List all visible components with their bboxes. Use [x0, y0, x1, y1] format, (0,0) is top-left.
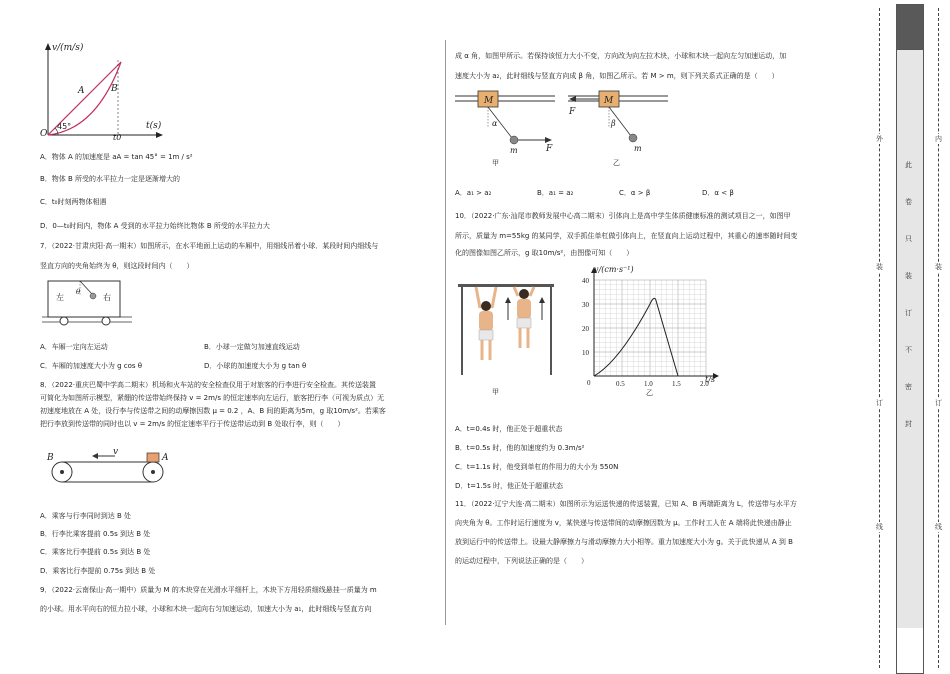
q9-fig-m-block-2: M — [604, 96, 614, 106]
q7-stem-2: 竖直方向的夹角始终为 θ，则这段时间内（ ） — [40, 262, 194, 270]
graph-xlabel: t(s) — [146, 121, 162, 131]
q10-vt-chart — [572, 264, 722, 394]
q10-caption-jia: 甲 — [492, 388, 499, 396]
q9-cont-1: 成 α 角，如图甲所示。若保持该恒力大小不变，方向改为向左拉木块，小球和木块一起向左匀加速运动，加 — [455, 52, 787, 60]
q8-stem-1: 8．（2022·重庆巴蜀中学高二期末）机场和火车站的安全检查仪用于对旅客的行李进行安全检查。其传送装置 — [40, 381, 376, 389]
binding-strip-top — [896, 4, 924, 50]
q11-stem-1: 11．（2022·辽宁大连·高二期末）如图所示为运送快递的传送装置，已知 A、B 两端距离为 L，传送带与水平方 — [455, 500, 797, 508]
q7-option-b: B．小球一定做匀加速直线运动 — [204, 343, 300, 351]
q7-fig-theta: θ — [76, 288, 81, 296]
outer-mark-3: 订 — [876, 399, 883, 407]
q10-pullup-figure — [454, 280, 559, 380]
q9-fig-alpha: α — [492, 119, 498, 128]
q8-stem-4: 把行李放到传送带的同时也以 v = 2m/s 的恒定速率平行于传送带运动到 B 处取行李，则（ ） — [40, 420, 345, 428]
column-divider — [445, 40, 446, 625]
q8-stem-3: 初速度地放在 A 处，设行李与传送带之间的动摩擦因数 μ = 0.2 ，A、B 间的距离为5m，g 取10m/s²。若乘客 — [40, 407, 386, 415]
inner-dash-line — [938, 8, 939, 668]
q9-option-a: A．a₁ > a₂ — [455, 189, 492, 197]
q8-option-c: C．乘客比行李提前 0.5s 到达 B 处 — [40, 548, 151, 556]
q10-option-c: C．t=1.1s 时，他受到单杠的作用力的大小为 550N — [455, 463, 619, 471]
q8-option-a: A．乘客与行李同时到达 B 处 — [40, 512, 132, 520]
strip-char-6: 不 — [905, 346, 912, 354]
q7-stem-1: 7．（2022·甘肃庆阳·高一期末）如图所示，在水平地面上运动的车厢中，用细线吊着小球．某段时间内细线与 — [40, 242, 379, 250]
q7-option-c: C．车厢的加速度大小为 g cos θ — [40, 362, 143, 370]
q8-fig-b: B — [47, 453, 54, 463]
q9-figure-yi — [563, 88, 673, 160]
prev-option-c: C．t₀时刻两物体相遇 — [40, 198, 107, 206]
q9-option-d: D．α < β — [702, 189, 734, 197]
inner-mark-2: 装 — [935, 263, 942, 271]
outer-mark-2: 装 — [876, 263, 883, 271]
x-tick-label: 0.5 — [616, 380, 625, 388]
series-line — [594, 298, 678, 376]
outer-mark-1: 外 — [876, 135, 883, 143]
y-tick-label: 40 — [582, 277, 589, 285]
vt-graph-ab — [36, 40, 166, 150]
strip-char-1: 此 — [905, 161, 912, 169]
chart-ylabel: v/(cm·s⁻¹) — [594, 265, 634, 274]
q9-fig-f-left: F — [569, 107, 576, 117]
inner-mark-1: 内 — [935, 135, 942, 143]
prev-option-b: B．物体 B 所受的水平拉力一定是逐渐增大的 — [40, 175, 181, 183]
q9-fig-m-block: M — [484, 96, 494, 106]
q11-stem-2: 向夹角为 θ。工作时运行速度为 v，某快递与传送带间的动摩擦因数为 μ。工作时工人在 A 端将此快递由静止 — [455, 519, 792, 527]
y-tick-label: 30 — [582, 301, 589, 309]
q8-stem-2: 可简化为如图所示模型，紧绷的传送带始终保持 v = 2m/s 的恒定速率向左运行，旅客把行李（可视为质点）无 — [40, 394, 385, 402]
strip-char-2: 卷 — [905, 198, 912, 206]
q8-fig-v: v — [113, 447, 119, 457]
q7-fig-left: 左 — [56, 293, 64, 302]
q9-fig-f-right: F — [546, 144, 553, 154]
x-tick-label: 1.5 — [672, 380, 681, 388]
q8-conveyor-figure — [40, 448, 180, 488]
inner-mark-4: 线 — [935, 523, 942, 531]
y-tick-label: 20 — [582, 325, 589, 333]
strip-char-5: 订 — [905, 309, 912, 317]
q11-stem-3: 放到运行中的传送带上。设最大静摩擦力与滑动摩擦力大小相等。重力加速度大小为 g。关于此快递从 A 到 B — [455, 538, 793, 546]
x-tick-label: 2.0 — [700, 380, 709, 388]
q9-option-c: C．α > β — [619, 189, 651, 197]
prev-option-a: A．物体 A 的加速度是 aA = tan 45° = 1m / s² — [40, 153, 193, 161]
chart-xlabel: t/s — [705, 375, 716, 384]
q10-caption-yi: 乙 — [646, 389, 653, 397]
q9-stem-2: 的小球。用水平向右的恒力拉小球，小球和木块一起向右匀加速运动，加速大小为 a₁，此时细线与竖直方向 — [40, 605, 372, 613]
q8-option-b: B．行李比乘客提前 0.5s 到达 B 处 — [40, 530, 151, 538]
q8-option-d: D．乘客比行李提前 0.75s 到达 B 处 — [40, 567, 156, 575]
graph-ylabel: v/(m/s) — [52, 43, 84, 53]
q9-fig-m-ball-2: m — [634, 144, 642, 153]
q11-stem-4: 的运动过程中，下列说法正确的是（ ） — [455, 557, 588, 565]
q10-stem-1: 10．（2022·广东·汕尾市教师发展中心高二期末）引体向上是高中学生体质健康标准的测试项目之一，如图甲 — [455, 212, 791, 220]
q10-stem-2: 所示，质量为 m=55kg 的某同学，双手抓住单杠做引体向上，在竖直向上运动过程中，其重心的速率随时间变 — [455, 232, 798, 240]
y-tick-label: 10 — [582, 349, 589, 357]
q10-option-b: B．t=0.5s 时，他的加速度约为 0.3m/s² — [455, 444, 585, 452]
chart-origin-label: 0 — [587, 379, 591, 387]
q9-figure-jia — [450, 88, 560, 160]
strip-char-3: 只 — [905, 235, 912, 243]
q10-option-a: A．t=0.4s 时，他正处于超重状态 — [455, 425, 563, 433]
q7-option-a: A．车厢一定向左运动 — [40, 343, 108, 351]
q10-stem-3: 化的图像如图乙所示，g 取10m/s²，由图像可知（ ） — [455, 249, 634, 257]
angle-label: 45° — [57, 122, 72, 131]
origin-label: O — [40, 129, 48, 139]
q9-fig-beta: β — [611, 119, 616, 128]
outer-dash-line — [879, 8, 880, 668]
t0-label: t0 — [113, 133, 122, 142]
q8-fig-a: A — [162, 453, 169, 463]
strip-char-7: 密 — [905, 383, 912, 391]
q10-option-d: D．t=1.5s 时，他正处于超重状态 — [455, 482, 564, 490]
q9-caption-yi: 乙 — [613, 159, 620, 167]
q7-option-d: D．小球的加速度大小为 g tan θ — [204, 362, 307, 370]
q9-option-b: B．a₁ = a₂ — [537, 189, 574, 197]
outer-mark-4: 线 — [876, 523, 883, 531]
prev-option-d: D．0—t₀时间内，物体 A 受到的水平拉力始终比物体 B 所受的水平拉力大 — [40, 222, 270, 230]
q9-stem-1: 9．（2022·云南保山·高一期中）质量为 M 的木块穿在光滑水平细杆上，木块下方用轻质细线悬挂一质量为 m — [40, 586, 377, 594]
binding-strip-gray — [896, 48, 924, 628]
x-tick-label: 1.0 — [644, 380, 653, 388]
q9-fig-m-ball: m — [510, 146, 518, 155]
q7-car-figure — [40, 276, 135, 331]
strip-char-8: 封 — [905, 420, 912, 428]
curve-label-b: B — [111, 84, 118, 94]
q7-fig-right: 右 — [103, 293, 111, 302]
q9-cont-2: 速度大小为 a₂，此时细线与竖直方向成 β 角，如图乙所示。若 M > m，则下列关系式正确的是（ ） — [455, 72, 779, 80]
curve-label-a: A — [78, 86, 85, 96]
strip-char-4: 装 — [905, 272, 912, 280]
q9-caption-jia: 甲 — [492, 159, 499, 167]
inner-mark-3: 订 — [935, 399, 942, 407]
